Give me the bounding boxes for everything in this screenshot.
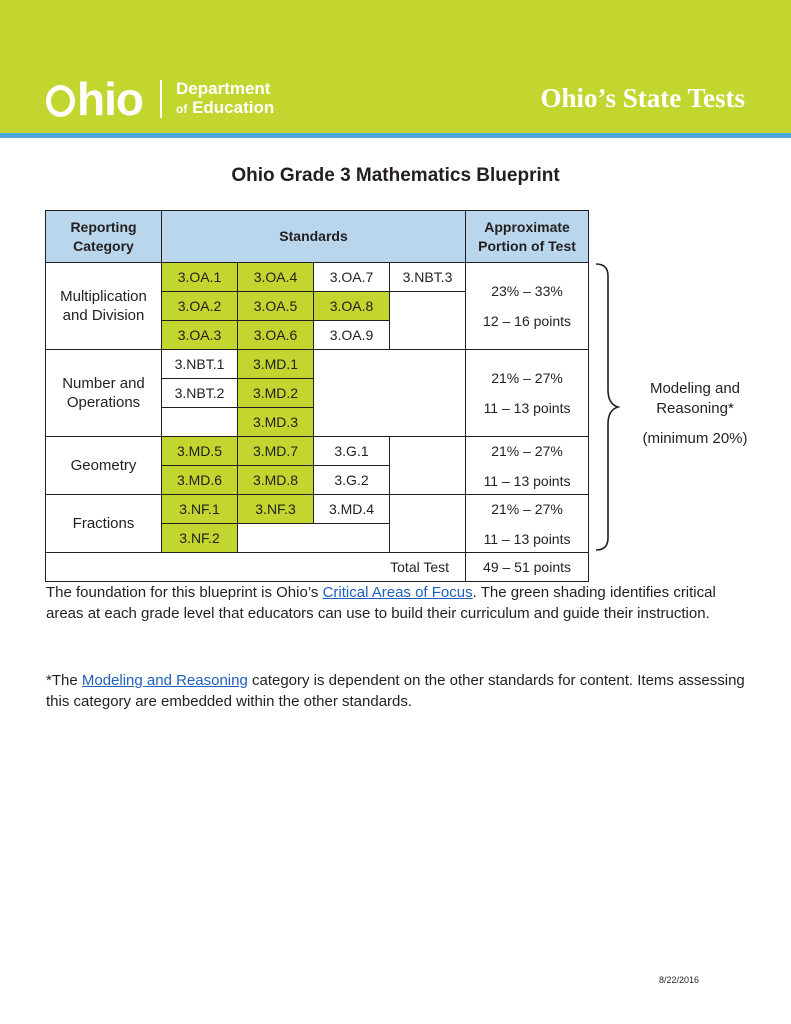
portion-points: 12 – 16 points xyxy=(483,313,572,329)
portion-cell xyxy=(466,437,589,495)
logo-divider xyxy=(160,80,162,118)
side-note-line1: Modeling and xyxy=(649,380,741,397)
standard-cell: 3.OA.3 xyxy=(162,321,238,350)
standard-cell: 3.G.2 xyxy=(314,466,390,495)
logo-dept-line1: Department xyxy=(176,79,271,98)
category-cell: Geometry xyxy=(46,437,162,495)
banner-accent-line xyxy=(0,133,791,138)
logo-department xyxy=(176,79,274,119)
modeling-reasoning-link[interactable]: Modeling and Reasoning xyxy=(81,672,248,689)
page-title: Ohio Grade 3 Mathematics Blueprint xyxy=(231,165,560,186)
paragraph1-before: The foundation for this blueprint is Ohio’s xyxy=(46,584,323,601)
empty-cell xyxy=(390,292,466,321)
header-banner xyxy=(0,0,791,133)
standard-cell: 3.MD.3 xyxy=(238,408,314,437)
standard-cell: 3.OA.5 xyxy=(238,292,314,321)
standard-cell: 3.NF.3 xyxy=(238,495,314,524)
standard-cell: 3.OA.8 xyxy=(314,292,390,321)
table-row xyxy=(46,437,589,466)
empty-cell xyxy=(390,321,466,350)
portion-cell xyxy=(466,495,589,553)
standard-cell: 3.MD.1 xyxy=(238,350,314,379)
table-header-row xyxy=(46,211,589,263)
blueprint-table xyxy=(45,210,589,582)
portion-percent: 21% – 27% xyxy=(491,442,563,459)
portion-percent: 23% – 33% xyxy=(491,283,563,299)
empty-cell xyxy=(162,408,238,437)
standard-cell: 3.G.1 xyxy=(314,437,390,466)
empty-cell xyxy=(238,524,390,553)
standard-cell: 3.OA.6 xyxy=(238,321,314,350)
logo-dept-line2 xyxy=(176,98,274,119)
standard-cell: 3.NF.1 xyxy=(162,495,238,524)
header-portion: Approximate Portion of Test xyxy=(466,211,589,263)
portion-points: 11 – 13 points xyxy=(483,400,571,416)
critical-areas-link[interactable]: Critical Areas of Focus xyxy=(322,584,473,601)
header-standards: Standards xyxy=(162,211,466,263)
standard-cell: 3.MD.6 xyxy=(162,466,238,495)
side-note-minimum: (minimum 20%) xyxy=(642,430,748,447)
standard-cell: 3.MD.2 xyxy=(238,379,314,408)
paragraph2-after: category is dependent on the other standards for content. Items assessing this category are embedded within the other standards. xyxy=(46,672,745,710)
standard-cell: 3.MD.7 xyxy=(238,437,314,466)
standard-cell: 3.MD.4 xyxy=(314,495,390,524)
total-row xyxy=(46,553,589,582)
portion-percent: 21% – 27% xyxy=(491,370,563,386)
standard-cell: 3.OA.9 xyxy=(314,321,390,350)
logo-o-ring xyxy=(46,85,75,117)
category-cell: Multiplication and Division xyxy=(46,263,162,350)
standard-cell: 3.MD.5 xyxy=(162,437,238,466)
paragraph1-after: . The green shading identifies critical areas at each grade level that educators can use to build their curriculum and guide their instruction. xyxy=(46,584,716,622)
standard-cell: 3.OA.4 xyxy=(238,263,314,292)
empty-cell xyxy=(390,437,466,495)
portion-cell xyxy=(466,350,589,437)
standard-cell: 3.NF.2 xyxy=(162,524,238,553)
standard-cell: 3.NBT.2 xyxy=(162,379,238,408)
ohio-logo[interactable] xyxy=(46,74,143,124)
standard-cell: 3.OA.7 xyxy=(314,263,390,292)
empty-cell xyxy=(390,495,466,553)
table-row xyxy=(46,495,589,524)
modeling-reasoning-note xyxy=(620,379,770,449)
header-reporting-category: Reporting Category xyxy=(46,211,162,263)
category-cell: Fractions xyxy=(46,495,162,553)
standard-cell: 3.OA.2 xyxy=(162,292,238,321)
logo-dept-education: Education xyxy=(192,98,275,117)
portion-points: 11 – 13 points xyxy=(483,530,571,547)
portion-percent: 21% – 27% xyxy=(491,500,563,517)
standard-cell: 3.OA.1 xyxy=(162,263,238,292)
table-row xyxy=(46,263,589,292)
table-row xyxy=(46,350,589,379)
portion-points: 11 – 13 points xyxy=(483,472,571,489)
logo-dept-of: of xyxy=(176,102,188,116)
category-cell: Number and Operations xyxy=(46,350,162,437)
curly-brace-icon xyxy=(590,262,620,552)
standard-cell: 3.NBT.1 xyxy=(162,350,238,379)
logo-word-text: hio xyxy=(77,73,143,125)
paragraph2-before: *The xyxy=(46,672,82,689)
side-note-line2: Reasoning* xyxy=(656,400,734,417)
banner-title: Ohio’s State Tests xyxy=(540,83,745,113)
standard-cell: 3.MD.8 xyxy=(238,466,314,495)
standard-cell: 3.NBT.3 xyxy=(390,263,466,292)
document-date: 8/22/2016 xyxy=(658,975,699,985)
portion-cell xyxy=(466,263,589,350)
foundation-paragraph xyxy=(46,582,746,624)
empty-cell xyxy=(314,350,466,437)
modeling-paragraph xyxy=(46,670,746,712)
total-value: 49 – 51 points xyxy=(466,553,589,582)
total-label: Total Test xyxy=(46,553,466,582)
